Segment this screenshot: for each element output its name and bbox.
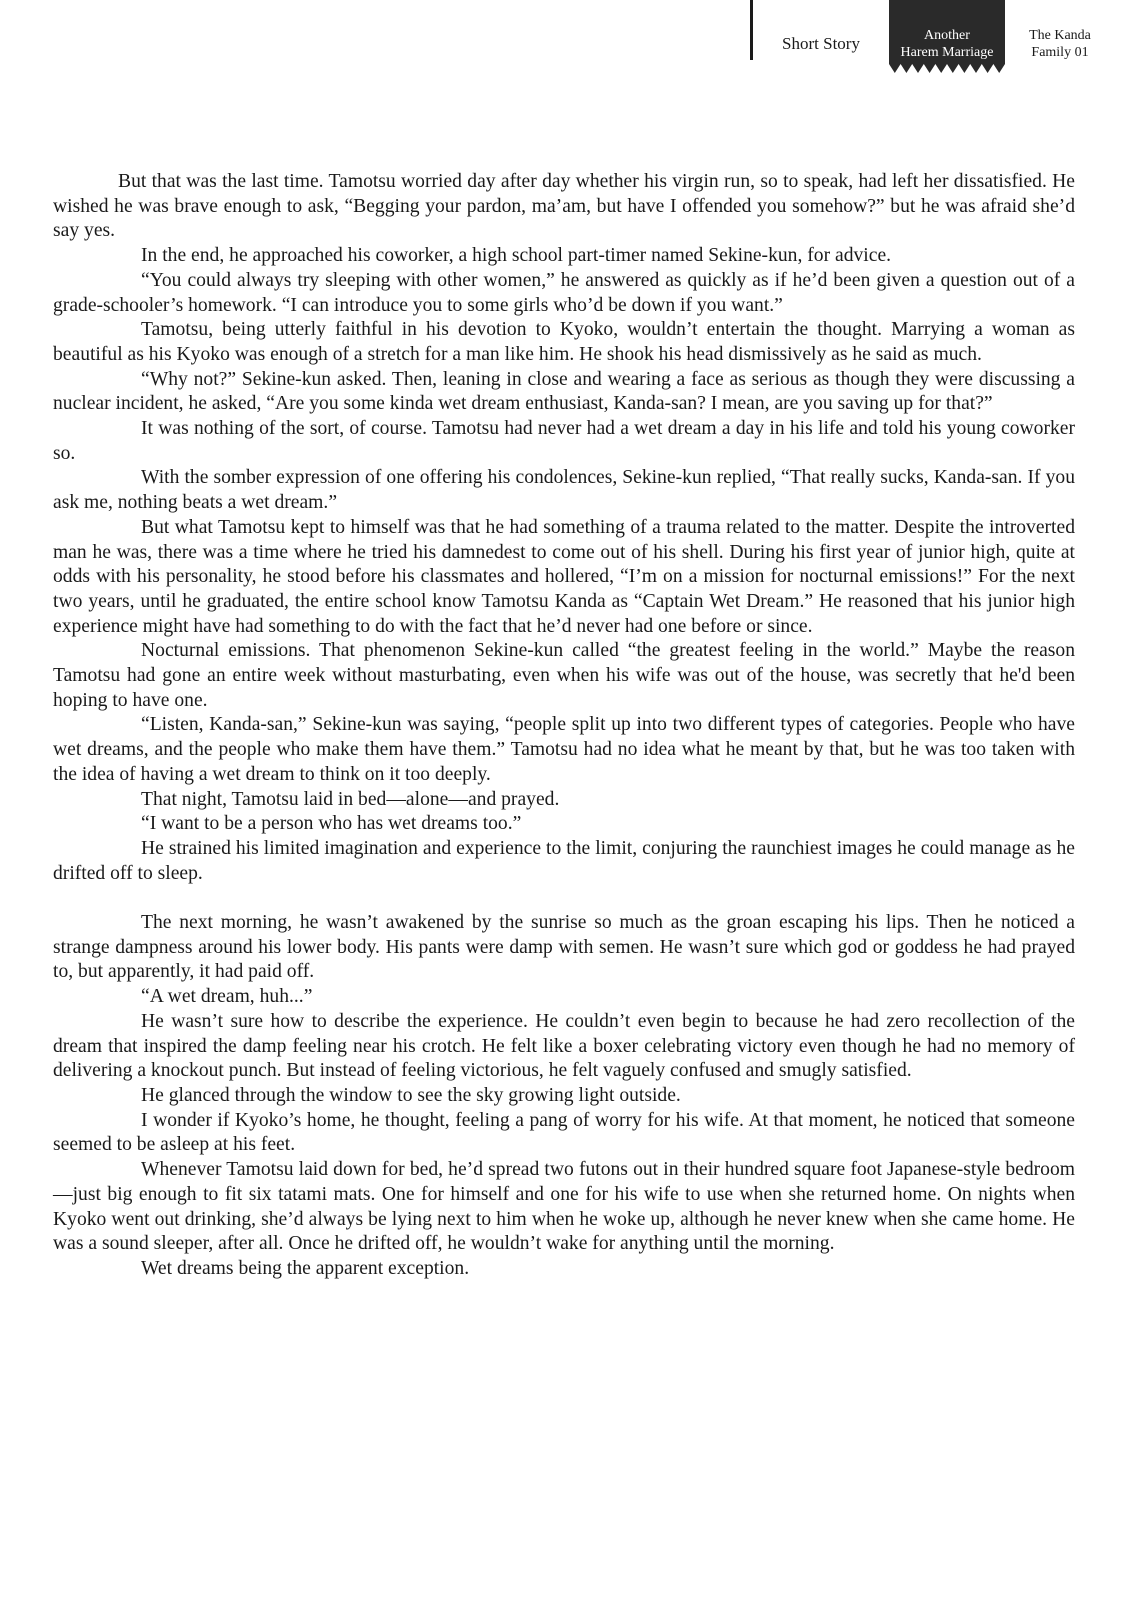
paragraph: But that was the last time. Tamotsu worried day after day whether his virgin run, so to speak, had left her dissatisfied. He wished he was brave enough to ask, “Begging your pardon, ma’am, but have I offended you somehow?” but he was afraid she’d say yes. <box>53 171 1075 242</box>
paragraph: “Listen, Kanda-san,” Sekine-kun was saying, “people split up into two different types of categories. People who have wet dreams, and the people who make them have them.” Tamotsu had no idea what he meant by that, but he was too taken with the idea of having a wet dream to think on it too deeply. <box>53 714 1075 785</box>
paragraph: He glanced through the window to see the sky growing light outside. <box>141 1085 681 1106</box>
series-line1: The Kanda <box>1029 28 1091 43</box>
story-body <box>53 170 1075 1282</box>
paragraph: Tamotsu, being utterly faithful in his devotion to Kyoko, wouldn’t entertain the thought. Marrying a woman as beautiful as his Kyoko was enough of a stretch for a man like him. He shook his head dismissively as he said as much. <box>53 319 1075 365</box>
paragraph: But what Tamotsu kept to himself was that he had something of a trauma related to the matter. Despite the introverted man he was, there was a time where he tried his damnedest to come out of his shell. During his first year of junior high, quite at odds with his personality, he stood before his classmates and hollered, “I’m on a mission for nocturnal emissions!” For the next two years, until he graduated, the entire school know Tamotsu Kanda as “Captain Wet Dream.” He reasoned that his junior high experience might have had something to do with the fact that he’d never had one before or since. <box>53 516 1075 637</box>
paragraph: Nocturnal emissions. That phenomenon Sekine-kun called “the greatest feeling in the world.” Maybe the reason Tamotsu had gone an entire week without masturbating, even when his wife was out of the house, was secretly that he'd been hoping to have one. <box>53 640 1075 711</box>
paragraph: Wet dreams being the apparent exception. <box>141 1257 470 1279</box>
paragraph: The next morning, he wasn’t awakened by the sunrise so much as the groan escaping his lips. Then he noticed a strange dampness around his lower body. His pants were damp with semen. He wasn’t sure which god or goddess he had prayed to, but apparently, it had paid off. <box>53 912 1075 983</box>
paragraph: Whenever Tamotsu laid down for bed, he’d spread two futons out in their hundred square foot Japanese-style bedroom—just big enough to fit six tatami mats. One for himself and one for his wife to use when she returned home. On nights when Kyoko went out drinking, she’d always be lying next to him when he woke up, although he never knew when she came home. He was a sound sleeper, after all. Once he drifted off, he wouldn’t wake for anything until the morning. <box>53 1159 1075 1255</box>
paragraph: It was nothing of the sort, of course. Tamotsu had never had a wet dream a day in his life and told his young coworker so. <box>53 418 1075 464</box>
paragraph: That night, Tamotsu laid in bed—alone—and prayed. <box>141 788 560 810</box>
header-divider <box>750 0 753 60</box>
paragraph: With the somber expression of one offering his condolences, Sekine-kun replied, “That really sucks, Kanda-san. If you ask me, nothing beats a wet dream.” <box>53 467 1075 514</box>
paragraph: He strained his limited imagination and experience to the limit, conjuring the raunchiest images he could manage as he drifted off to sleep. <box>53 837 1075 884</box>
paragraph: In the end, he approached his coworker, a high school part-timer named Sekine-kun, for advice. <box>141 245 892 267</box>
paragraph: “You could always try sleeping with other women,” he answered as quickly as if he’d been given a question out of a grade-schooler’s homework. “I can introduce you to some girls who’d be down if you want.” <box>53 269 1075 316</box>
paragraph: “I want to be a person who has wet dreams too.” <box>141 813 522 835</box>
paragraph: “Why not?” Sekine-kun asked. Then, leaning in close and wearing a face as serious as though they were discussing a nuclear incident, he asked, “Are you some kinda wet dream enthusiast, Kanda-san? I mean, are you saving up for that?” <box>53 368 1075 415</box>
title-tag-zigzag <box>889 64 1005 73</box>
section-label: Short Story <box>782 34 860 53</box>
title-tag-line2: Harem Marriage <box>900 45 994 60</box>
paragraph: “A wet dream, huh...” <box>141 986 313 1008</box>
paragraph: He wasn’t sure how to describe the experience. He couldn’t even begin to because he had zero recollection of the dream that inspired the damp feeling near his crotch. He felt like a boxer celebrating victory even though he had no memory of delivering a knockout punch. But instead of feeling victorious, he felt vaguely confused and smugly satisfied. <box>53 1010 1075 1082</box>
page-header <box>0 0 1124 80</box>
title-tag-line1: Another <box>924 28 970 43</box>
title-tag <box>889 0 1005 64</box>
series-label <box>1010 27 1110 61</box>
series-line2: Family 01 <box>1031 45 1089 60</box>
paragraph: I wonder if Kyoko’s home, he thought, feeling a pang of worry for his wife. At that moment, he noticed that someone seemed to be asleep at his feet. <box>53 1109 1075 1156</box>
